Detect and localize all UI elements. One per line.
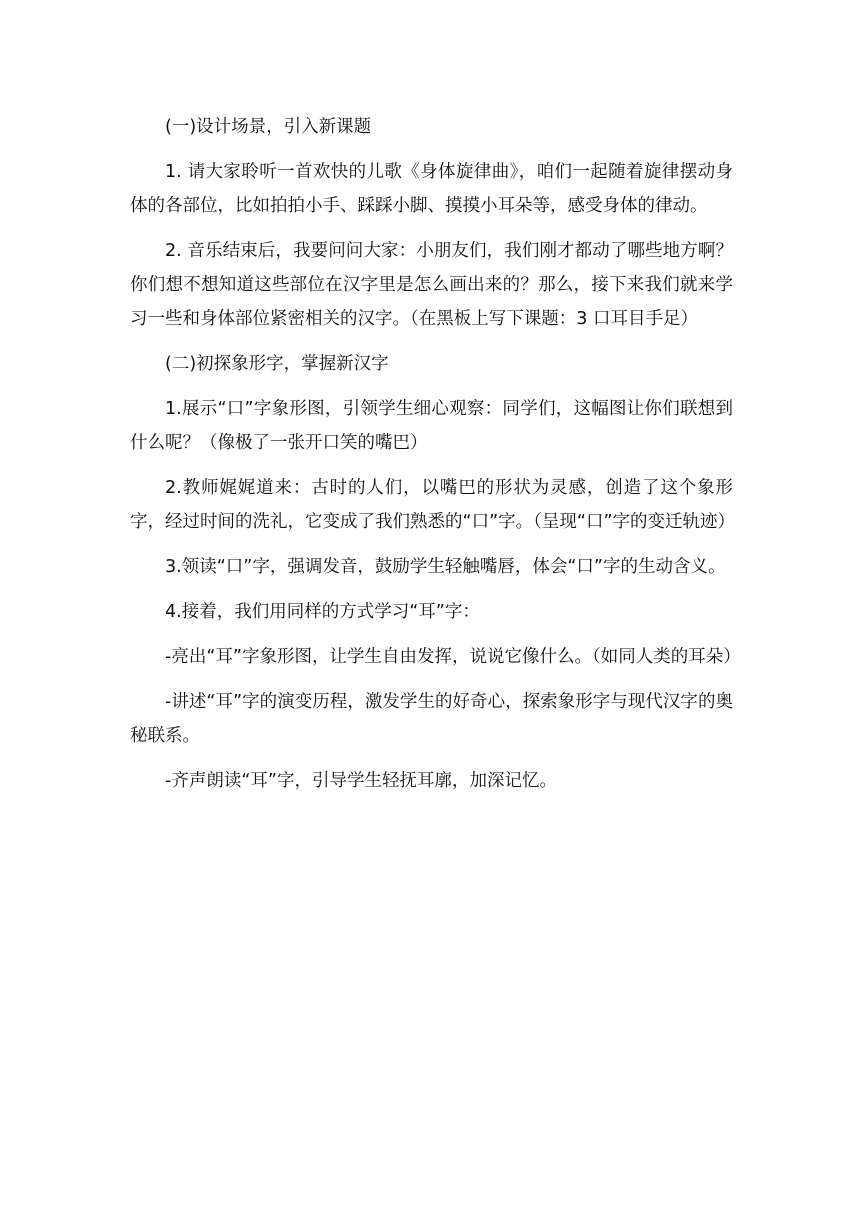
paragraph-er-3: -齐声朗读“耳”字，引导学生轻抚耳廓，加深记忆。	[165, 771, 557, 791]
paragraph-kou-2: 2.教师娓娓道来：古时的人们，以嘴巴的形状为灵感，创造了这个象形字，经过时间的洗礼，它变成了我们熟悉的“口”字。（呈现“口”字的变迁轨迹）	[130, 478, 736, 532]
paragraph-kou-3: 3.领读“口”字，强调发音，鼓励学生轻触嘴唇，体会“口”字的生动含义。	[165, 557, 726, 577]
paragraph-step-2: 2. 音乐结束后，我要问问大家：小朋友们，我们刚才都动了哪些地方啊？你们想不想知道这些部位在汉字里是怎么画出来的？那么，接下来我们就来学习一些和身体部位紧密相关的汉字。（在黑板上写下课题：3 口耳目手足）	[130, 241, 733, 329]
paragraph-er-2: -讲述“耳”字的演变历程，激发学生的好奇心，探索象形字与现代汉字的奥秘联系。	[130, 692, 733, 746]
paragraph-er-1: -亮出“耳”字象形图，让学生自由发挥，说说它像什么。（如同人类的耳朵）	[165, 647, 741, 667]
paragraph-kou-1: 1.展示“口”字象形图，引领学生细心观察：同学们，这幅图让你们联想到什么呢？（像极了一张开口笑的嘴巴）	[130, 399, 733, 453]
section-heading-1: (一)设计场景，引入新课题	[165, 117, 372, 137]
paragraph-er-intro: 4.接着，我们用同样的方式学习“耳”字：	[165, 602, 480, 622]
paragraph-step-1: 1. 请大家聆听一首欢快的儿歌《身体旋律曲》，咱们一起随着旋律摆动身体的各部位，比如拍拍小手、踩踩小脚、摸摸小耳朵等，感受身体的律动。	[130, 162, 733, 216]
section-heading-2: (二)初探象形字，掌握新汉字	[165, 354, 389, 374]
document-body	[130, 110, 741, 809]
